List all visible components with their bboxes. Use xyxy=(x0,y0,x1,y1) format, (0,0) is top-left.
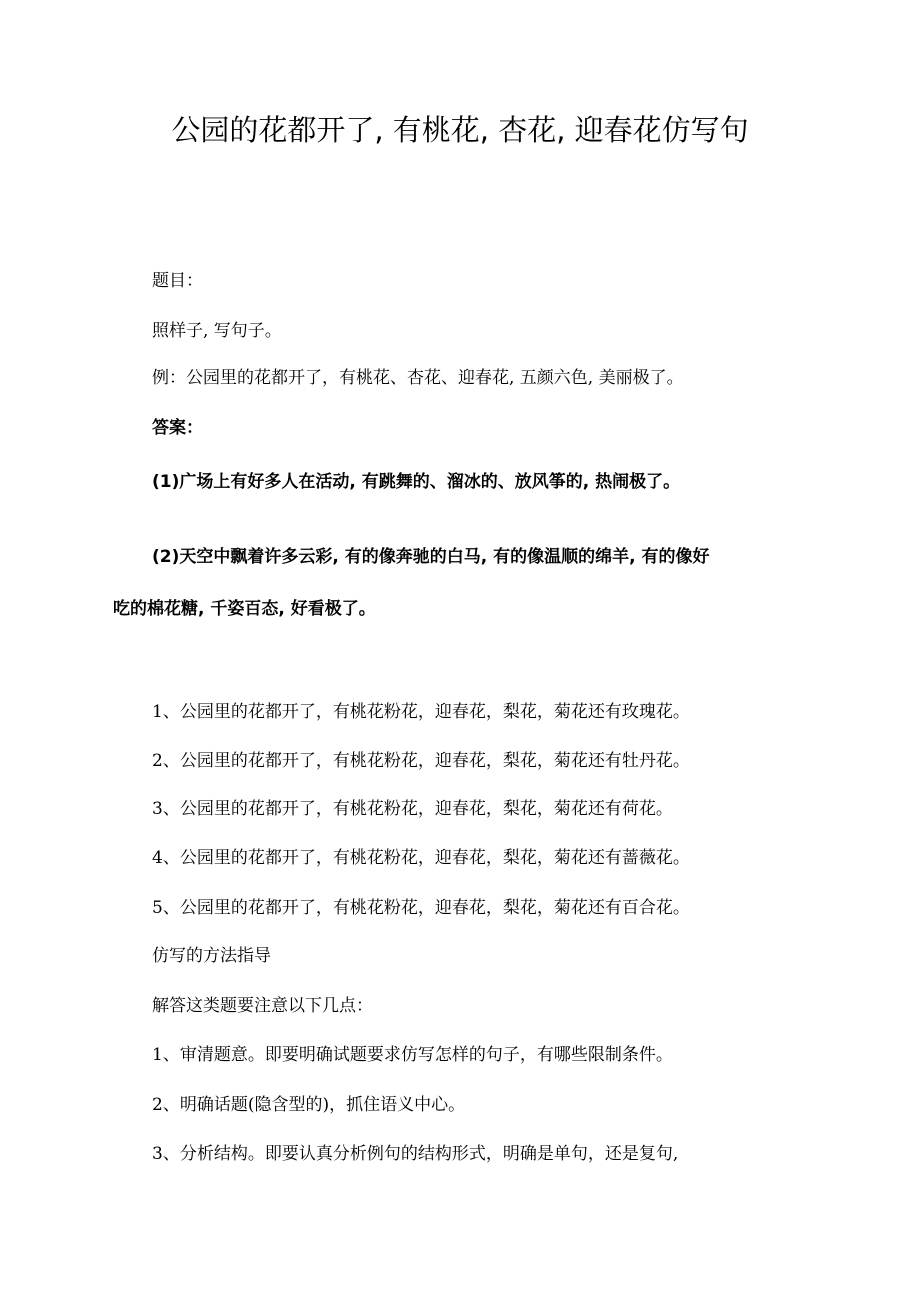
example-sentence-2: 2、公园里的花都开了，有桃花粉花，迎春花，梨花，菊花还有牡丹花。 xyxy=(152,751,690,771)
method-point-2: 2、明确话题(隐含型的)，抓住语义中心。 xyxy=(152,1095,466,1115)
example-sentence-5: 5、公园里的花都开了，有桃花粉花，迎春花，梨花，菊花还有百合花。 xyxy=(152,898,690,918)
page-title: 公园的花都开了, 有桃花, 杏花, 迎春花仿写句 xyxy=(171,113,749,147)
question-label: 题目： xyxy=(152,271,203,291)
answer-label: 答案： xyxy=(152,418,203,438)
method-point-1: 1、审清题意。即要明确试题要求仿写怎样的句子，有哪些限制条件。 xyxy=(152,1045,673,1065)
answer-item-2-line-2: 吃的棉花糖, 千姿百态, 好看极了。 xyxy=(113,599,376,619)
example-sentence-1: 1、公园里的花都开了，有桃花粉花，迎春花，梨花，菊花还有玫瑰花。 xyxy=(152,702,690,722)
question-instruction: 照样子, 写句子。 xyxy=(152,321,282,341)
answer-item-1: (1)广场上有好多人在活动, 有跳舞的、溜冰的、放风筝的, 热闹极了。 xyxy=(152,472,681,492)
method-heading: 仿写的方法指导 xyxy=(152,946,271,966)
question-example: 例：公园里的花都开了，有桃花、杏花、迎春花, 五颜六色, 美丽极了。 xyxy=(152,368,684,388)
method-point-3: 3、分析结构。即要认真分析例句的结构形式，明确是单句，还是复句, xyxy=(152,1144,679,1164)
method-intro: 解答这类题要注意以下几点： xyxy=(152,996,373,1016)
example-sentence-4: 4、公园里的花都开了，有桃花粉花，迎春花，梨花，菊花还有蔷薇花。 xyxy=(152,848,690,868)
answer-item-2-line-1: (2)天空中飘着许多云彩, 有的像奔驰的白马, 有的像温顺的绵羊, 有的像好 xyxy=(152,547,710,567)
example-sentence-3: 3、公园里的花都开了，有桃花粉花，迎春花，梨花，菊花还有荷花。 xyxy=(152,799,673,819)
